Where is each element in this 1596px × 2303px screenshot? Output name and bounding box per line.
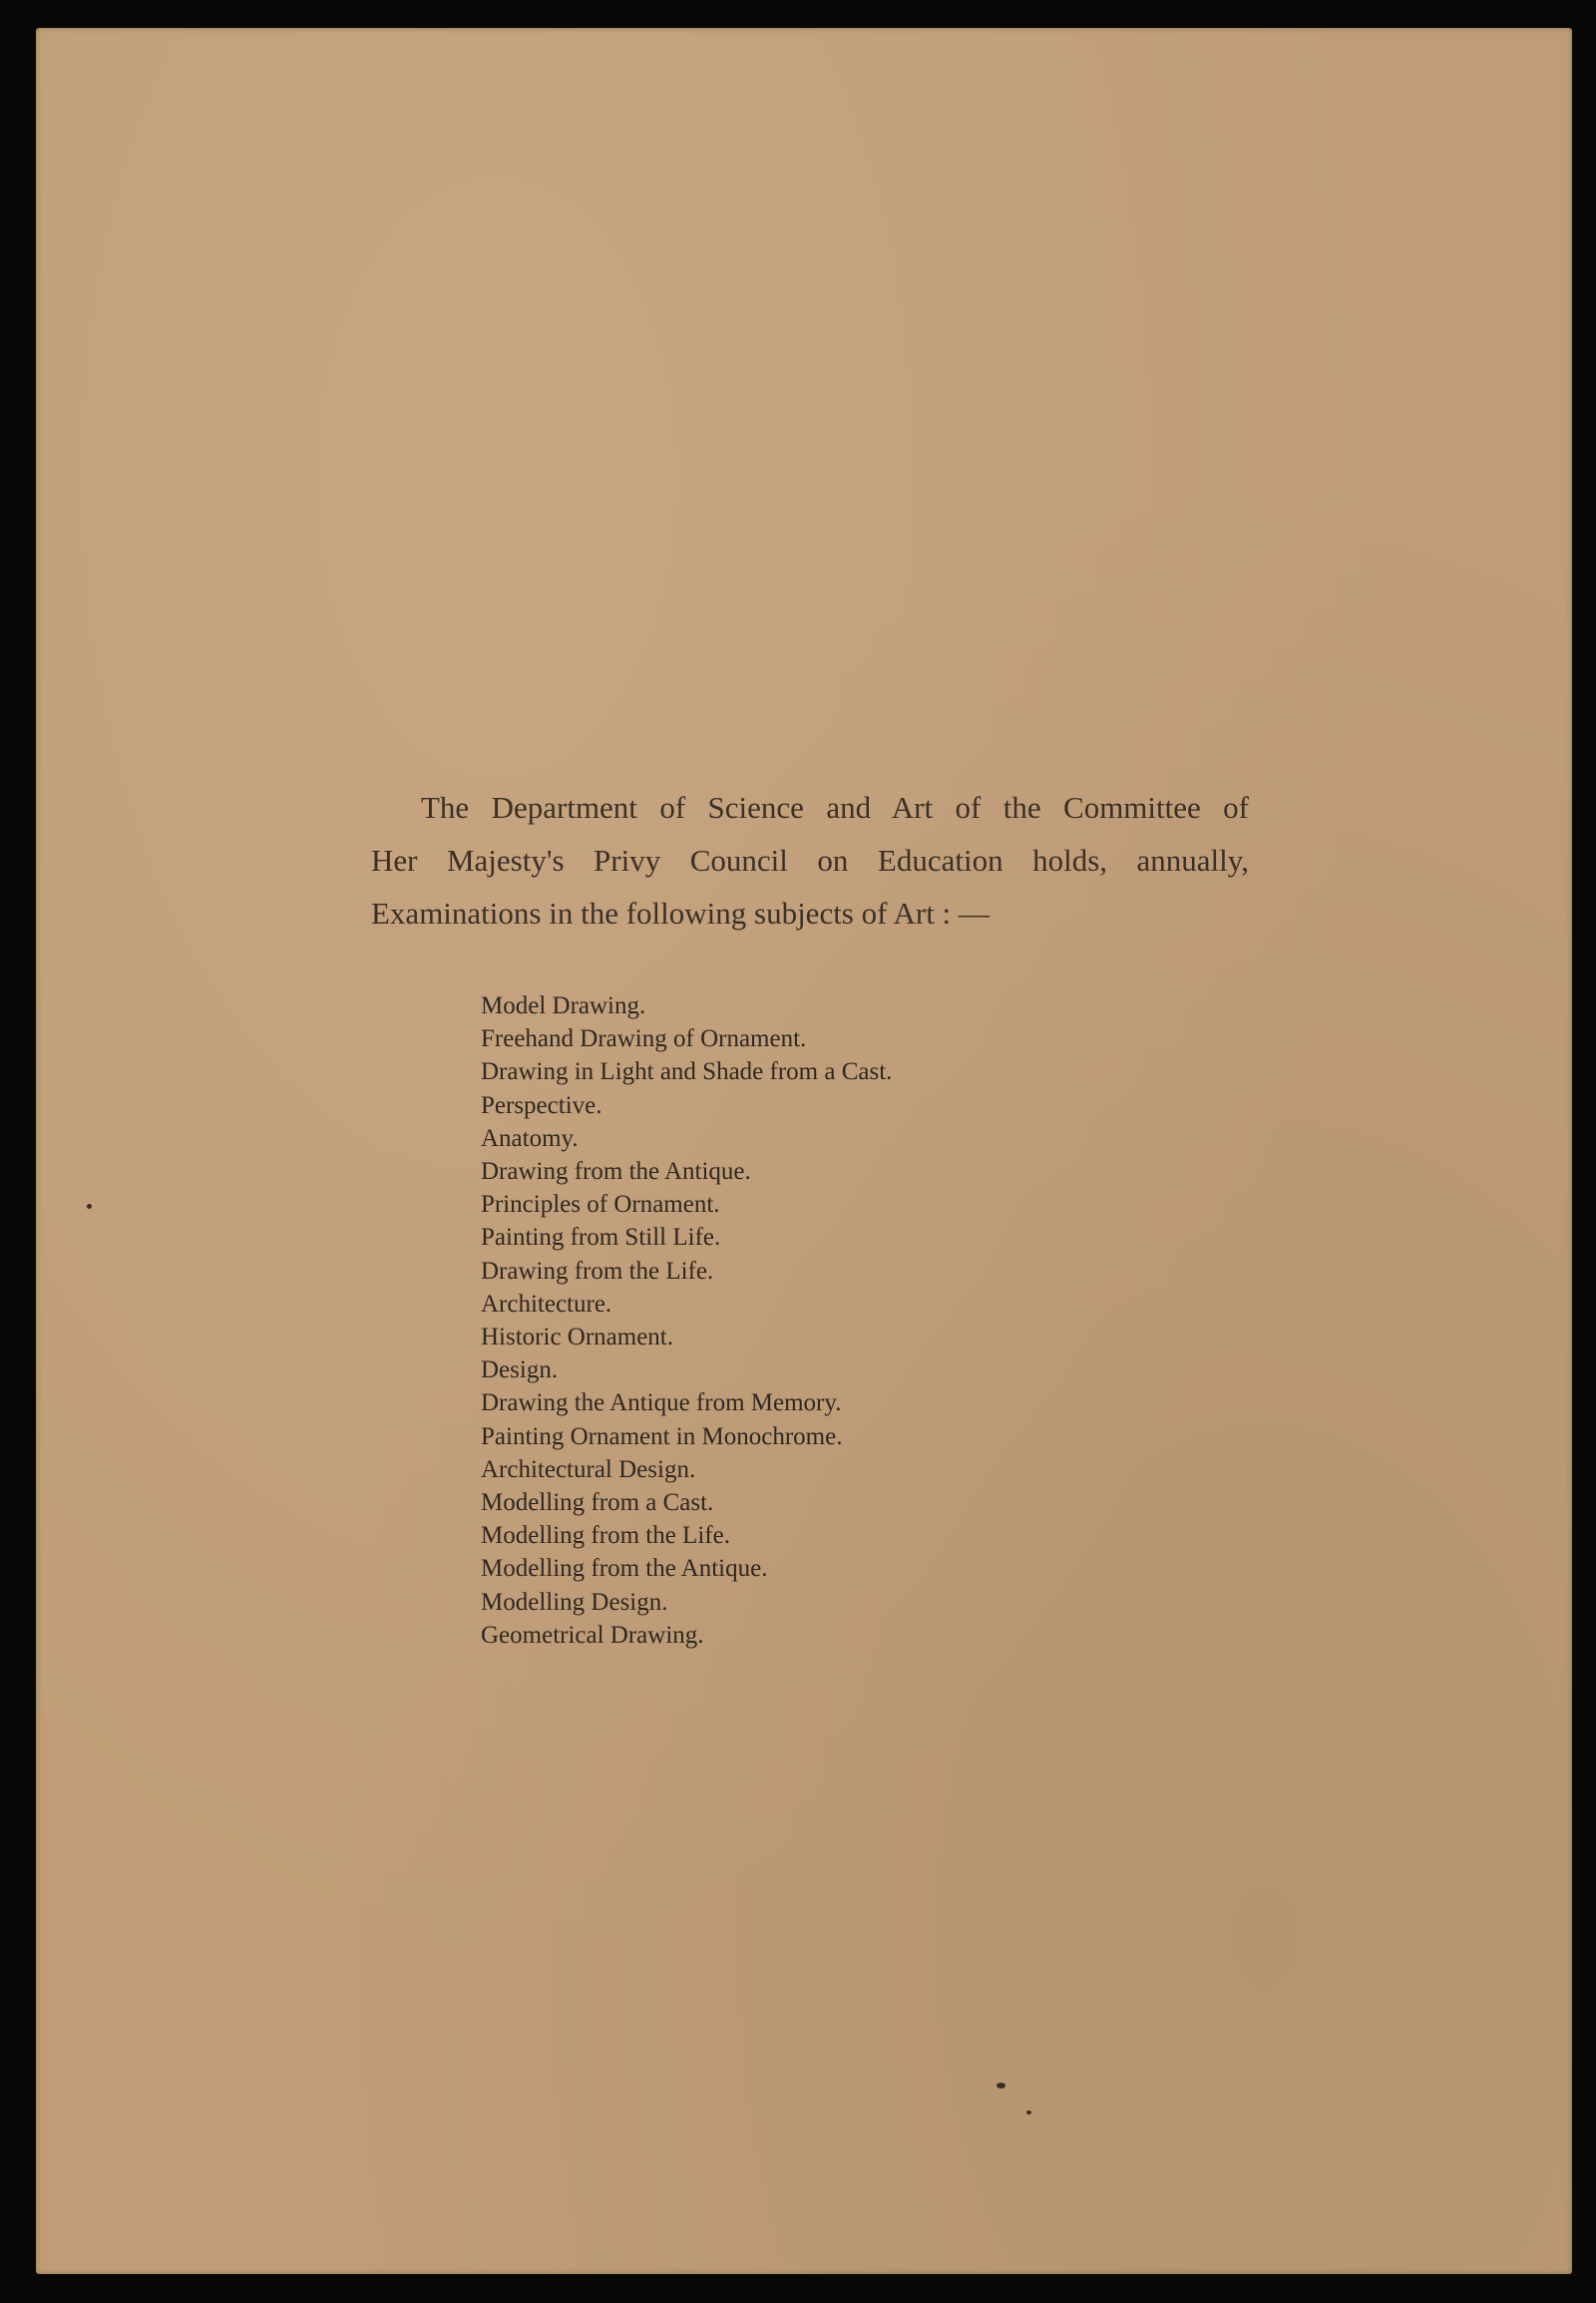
subject-item: Modelling from the Life. (481, 1522, 730, 1550)
subjects-list (481, 989, 892, 1652)
subject-item: Architecture. (481, 1290, 612, 1318)
intro-line-3: Examinations in the following subjects of Art : — (371, 896, 990, 931)
subject-item: Design. (481, 1356, 559, 1384)
ink-speck (997, 2083, 1005, 2089)
intro-line-2: Her Majesty's Privy Council on Education holds, annually, (371, 843, 1249, 878)
subject-item: Drawing the Antique from Memory. (481, 1389, 842, 1417)
subject-item: Modelling from a Cast. (481, 1489, 714, 1517)
subject-item: Drawing from the Antique. (481, 1158, 751, 1186)
subject-item: Geometrical Drawing. (481, 1621, 704, 1649)
subject-item: Painting from Still Life. (481, 1224, 721, 1252)
ink-speck (87, 1204, 92, 1209)
subject-item: Architectural Design. (481, 1455, 696, 1483)
subject-item: Anatomy. (481, 1124, 579, 1152)
subject-item: Drawing in Light and Shade from a Cast. (481, 1058, 893, 1086)
subject-item: Principles of Ornament. (481, 1191, 720, 1219)
subject-item: Modelling Design. (481, 1588, 668, 1616)
intro-paragraph (371, 781, 1249, 940)
subject-item: Historic Ornament. (481, 1324, 674, 1351)
subject-item: Perspective. (481, 1091, 602, 1119)
subject-item: Model Drawing. (481, 992, 646, 1019)
intro-line-1: The Department of Science and Art of the Committee of (421, 790, 1249, 825)
subject-item: Painting Ornament in Monochrome. (481, 1422, 843, 1450)
subject-item: Modelling from the Antique. (481, 1555, 768, 1583)
ink-speck (1026, 2111, 1031, 2114)
document-page (36, 28, 1572, 2274)
subject-item: Drawing from the Life. (481, 1257, 714, 1285)
subject-item: Freehand Drawing of Ornament. (481, 1025, 807, 1053)
